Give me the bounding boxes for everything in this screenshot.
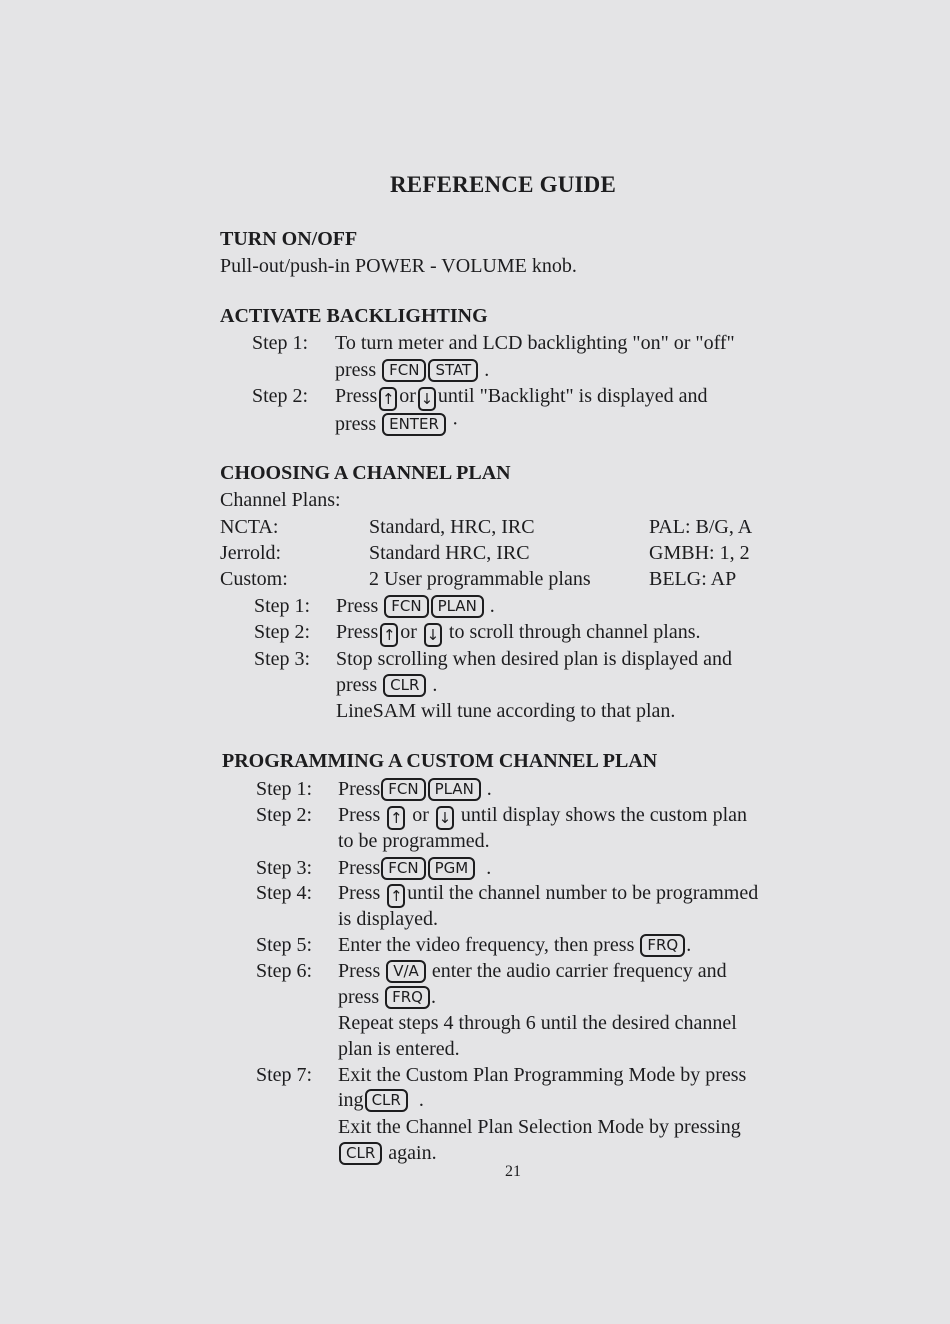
enter-key-icon: ENTER xyxy=(382,413,446,436)
channel-step1-label: Step 1: xyxy=(254,595,311,617)
va-key-icon: V/A xyxy=(386,960,426,983)
custom-step5-text: Enter the video frequency, then press xyxy=(338,934,635,956)
custom-step7-label: Step 7: xyxy=(256,1064,313,1086)
custom-exit-line2 xyxy=(338,1140,437,1166)
plan-row-plans: Standard, HRC, IRC xyxy=(369,516,535,538)
custom-step2-line1 xyxy=(338,802,747,830)
plan-key-icon: PLAN xyxy=(428,778,481,801)
channel-step2-rest: to scroll through channel plans. xyxy=(448,621,701,643)
fcn-key-icon: FCN xyxy=(381,778,425,801)
backlighting-step2-press: Press xyxy=(335,385,378,407)
period: . xyxy=(418,1089,424,1111)
down-arrow-key-icon: ↓ xyxy=(418,387,436,411)
backlighting-step2-until: until "Backlight" is displayed and xyxy=(437,385,708,407)
channel-step3-press: press xyxy=(336,674,378,696)
channel-step3-line2 xyxy=(336,672,437,698)
custom-step4-press: Press xyxy=(338,882,381,904)
up-arrow-key-icon: ↑ xyxy=(380,623,398,647)
turn-on-off-heading: TURN ON/OFF xyxy=(220,228,358,250)
page-title: REFERENCE GUIDE xyxy=(390,172,617,197)
down-arrow-key-icon: ↓ xyxy=(424,623,442,647)
custom-step3-press: Press xyxy=(338,857,381,879)
frq-key-icon: FRQ xyxy=(640,934,685,957)
custom-step6-press: Press xyxy=(338,960,381,982)
backlighting-step2-press2: press xyxy=(335,413,377,435)
backlighting-step1-line2 xyxy=(335,357,489,383)
custom-exit-again: again. xyxy=(388,1142,437,1164)
custom-step2-line2: to be programmed. xyxy=(338,830,490,852)
backlighting-step2-line2 xyxy=(335,411,459,437)
channel-step2-line xyxy=(336,619,701,647)
plan-row-name: Custom: xyxy=(220,568,288,590)
period: . xyxy=(430,986,436,1008)
custom-step6-label: Step 6: xyxy=(256,960,313,982)
up-arrow-key-icon: ↑ xyxy=(379,387,397,411)
down-arrow-key-icon: ↓ xyxy=(436,806,454,830)
channel-note: LineSAM will tune according to that plan. xyxy=(336,700,676,722)
custom-step7-line2 xyxy=(338,1087,424,1113)
custom-step4-label: Step 4: xyxy=(256,882,313,904)
period: . xyxy=(432,674,438,696)
channel-step1-press: Press xyxy=(336,595,379,617)
backlighting-step2-line1 xyxy=(335,383,708,411)
plan-key-icon: PLAN xyxy=(431,595,484,618)
up-arrow-key-icon: ↑ xyxy=(387,884,405,908)
custom-step1-label: Step 1: xyxy=(256,778,313,800)
custom-step3-label: Step 3: xyxy=(256,857,313,879)
period: . xyxy=(484,359,490,381)
channel-step2-label: Step 2: xyxy=(254,621,311,643)
backlighting-heading: ACTIVATE BACKLIGHTING xyxy=(220,305,488,327)
plan-row-name: NCTA: xyxy=(220,516,279,538)
custom-repeat-line1: Repeat steps 4 through 6 until the desired channel xyxy=(338,1012,737,1034)
clr-key-icon: CLR xyxy=(365,1089,408,1112)
channel-step2-or: or xyxy=(400,621,417,643)
plan-row-extra: GMBH: 1, 2 xyxy=(649,542,750,564)
custom-step6-press2: press xyxy=(338,986,380,1008)
custom-step2-or: or xyxy=(412,804,429,826)
custom-step6-rest: enter the audio carrier frequency and xyxy=(431,960,727,982)
up-arrow-key-icon: ↑ xyxy=(387,806,405,830)
custom-step2-press: Press xyxy=(338,804,381,826)
period: . xyxy=(486,857,492,879)
plan-row-plans: Standard HRC, IRC xyxy=(369,542,530,564)
custom-step4-line1 xyxy=(338,880,758,908)
clr-key-icon: CLR xyxy=(383,674,426,697)
custom-step3-line xyxy=(338,855,491,881)
channel-step2-press: Press xyxy=(336,621,379,643)
custom-step2-label: Step 2: xyxy=(256,804,313,826)
period: . xyxy=(489,595,495,617)
backlighting-step1-press: press xyxy=(335,359,377,381)
custom-repeat-line2: plan is entered. xyxy=(338,1038,460,1060)
custom-step4-rest: until the channel number to be programmed xyxy=(407,882,759,904)
backlighting-step2-label: Step 2: xyxy=(252,385,309,407)
channel-plans-subheading: Channel Plans: xyxy=(220,489,341,511)
custom-step1-press: Press xyxy=(338,778,381,800)
period: . xyxy=(486,778,492,800)
dot: · xyxy=(451,413,459,435)
stat-key-icon: STAT xyxy=(428,359,478,382)
custom-step6-line2 xyxy=(338,984,436,1010)
custom-step5-label: Step 5: xyxy=(256,934,313,956)
custom-plan-heading: PROGRAMMING A CUSTOM CHANNEL PLAN xyxy=(222,750,658,772)
plan-row-name: Jerrold: xyxy=(220,542,282,564)
backlighting-step1-line1: To turn meter and LCD backlighting "on" or "off" xyxy=(335,332,735,354)
frq-key-icon: FRQ xyxy=(385,986,430,1009)
channel-step1-line xyxy=(336,593,495,619)
custom-step4-line2: is displayed. xyxy=(338,908,438,930)
channel-step3-line1: Stop scrolling when desired plan is displayed and xyxy=(336,648,733,670)
custom-exit-line1: Exit the Channel Plan Selection Mode by pressing xyxy=(338,1116,741,1138)
plan-row-extra: BELG: AP xyxy=(649,568,737,590)
pgm-key-icon: PGM xyxy=(428,857,476,880)
plan-row-extra: PAL: B/G, A xyxy=(649,516,753,538)
page-number: 21 xyxy=(505,1163,521,1180)
custom-step7-ing: ing xyxy=(338,1089,364,1111)
fcn-key-icon: FCN xyxy=(382,359,426,382)
channel-plan-heading: CHOOSING A CHANNEL PLAN xyxy=(220,462,511,484)
fcn-key-icon: FCN xyxy=(384,595,428,618)
custom-step1-line xyxy=(338,776,492,802)
custom-step5-line xyxy=(338,932,691,958)
backlighting-step1-label: Step 1: xyxy=(252,332,309,354)
turn-on-off-text: Pull-out/push-in POWER - VOLUME knob. xyxy=(220,255,577,277)
fcn-key-icon: FCN xyxy=(381,857,425,880)
custom-step6-line1 xyxy=(338,958,727,984)
backlighting-step2-or: or xyxy=(399,385,416,407)
channel-step3-label: Step 3: xyxy=(254,648,311,670)
custom-step7-line1: Exit the Custom Plan Programming Mode by press xyxy=(338,1064,747,1086)
clr-key-icon: CLR xyxy=(339,1142,382,1165)
plan-row-plans: 2 User programmable plans xyxy=(369,568,591,590)
custom-step2-rest: until display shows the custom plan xyxy=(460,804,747,826)
period: . xyxy=(686,934,692,956)
